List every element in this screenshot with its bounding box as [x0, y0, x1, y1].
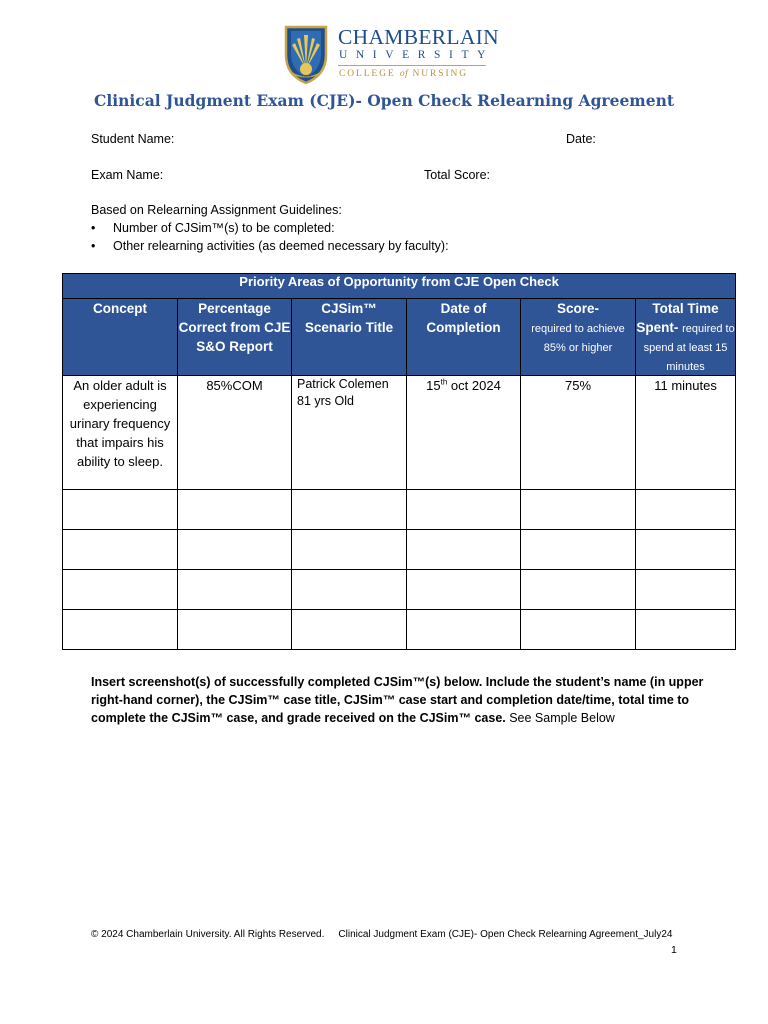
- cell-time: 11 minutes: [636, 376, 736, 490]
- table-banner: Priority Areas of Opportunity from CJE Open Check: [63, 274, 736, 299]
- table-row: [63, 610, 736, 650]
- brand-university: UNIVERSITY: [339, 49, 494, 61]
- opportunity-table: [62, 273, 736, 650]
- document-title: Clinical Judgment Exam (CJE)- Open Check Relearning Agreement: [94, 91, 674, 110]
- cell-date: 15th oct 2024: [407, 376, 521, 490]
- table-row: [63, 570, 736, 610]
- guidelines-intro: Based on Relearning Assignment Guidelines:: [91, 203, 342, 217]
- guideline-bullet: • Number of CJSim™(s) to be completed:: [91, 221, 335, 235]
- shield-year: 1889: [300, 74, 312, 79]
- cell-percentage: 85%COM: [178, 376, 292, 490]
- footer-copyright: © 2024 Chamberlain University. All Rights Reserved.: [91, 929, 325, 940]
- header-time: Total Time Spent- required to spend at least 15 minutes: [636, 299, 736, 376]
- chamberlain-logo: [283, 25, 499, 87]
- date-label: Date:: [566, 132, 596, 146]
- header-date: Date of Completion: [407, 299, 521, 376]
- exam-name-label: Exam Name:: [91, 168, 164, 182]
- header-scenario: CJSim™ Scenario Title: [292, 299, 407, 376]
- table-row: [63, 530, 736, 570]
- table-row: [63, 490, 736, 530]
- university-shield-icon: [283, 25, 329, 85]
- brand-name: CHAMBERLAIN: [338, 25, 499, 49]
- header-percentage: Percentage Correct from CJE S&O Report: [178, 299, 292, 376]
- total-score-label: Total Score:: [424, 168, 491, 182]
- page-number: 1: [671, 944, 677, 956]
- table-row: [63, 376, 736, 490]
- screenshot-instructions: Insert screenshot(s) of successfully completed CJSim™(s) below. Include the student’s name (in upper right-hand corner), the CJSim™ case title, CJSim™ case start and completion date/time, total time to complete the CJSim™ case, and grade received on the CJSim™ case. See Sample Below: [91, 675, 704, 725]
- brand-divider: [338, 65, 486, 66]
- guideline-bullet: • Other relearning activities (as deemed necessary by faculty):: [91, 239, 449, 253]
- header-score: Score- required to achieve 85% or higher: [521, 299, 636, 376]
- footer: [91, 929, 672, 940]
- cell-score: 75%: [521, 376, 636, 490]
- cell-scenario: Patrick Colemen 81 yrs Old: [292, 376, 407, 490]
- student-name-label: Student Name:: [91, 132, 175, 146]
- footer-doc-title: Clinical Judgment Exam (CJE)- Open Check Relearning Agreement_July24: [338, 929, 673, 940]
- brand-college: COLLEGE of NURSING: [339, 69, 469, 79]
- cell-concept: An older adult is experiencing urinary frequency that impairs his ability to sleep.: [63, 376, 178, 490]
- header-concept: Concept: [63, 299, 178, 376]
